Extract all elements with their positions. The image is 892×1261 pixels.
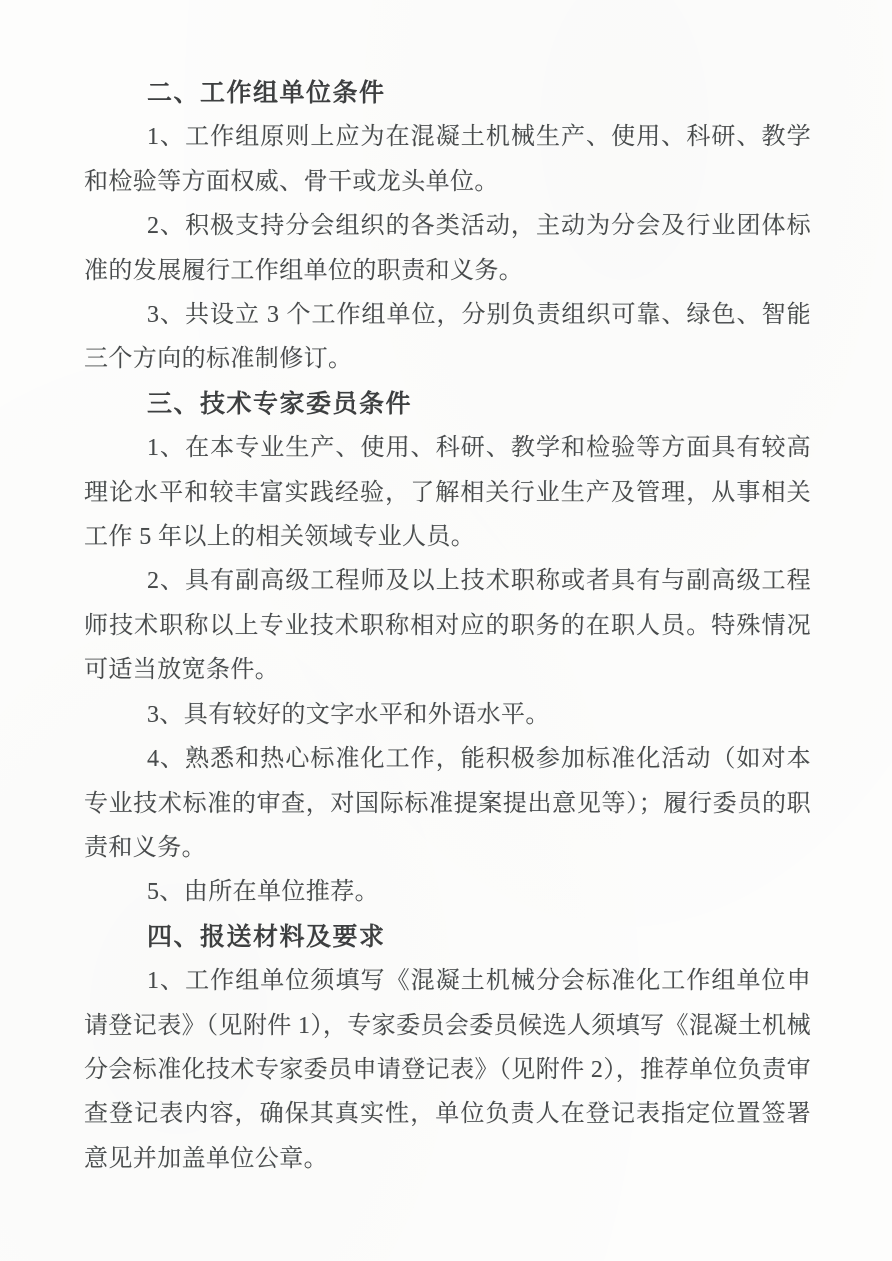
paragraph-workgroup-item-3: 3、共设立 3 个工作组单位，分别负责组织可靠、绿色、智能三个方向的标准制修订。 <box>84 302 811 373</box>
section-expert-member-conditions <box>84 382 811 915</box>
document-content <box>84 71 811 1181</box>
paragraph-expert-item-2: 2、具有副高级工程师及以上技术职称或者具有与副高级工程师技术职称以上专业技术职称相对应的职务的在职人员。特殊情况可适当放宽条件。 <box>84 568 811 684</box>
paragraph-expert-item-3: 3、具有较好的文字水平和外语水平。 <box>147 701 550 728</box>
paragraph-submission-item-1: 1、工作组单位须填写《混凝土机械分会标准化工作组单位申请登记表》（见附件 1），专家委员会委员候选人须填写《混凝土机械分会标准化技术专家委员申请登记表》（见附件 2），推荐单位负责审查登记表内容，确保其真实性，单位负责人在登记表指定位置签署意见并加盖单位公章。 <box>84 968 811 1172</box>
section-submission-materials-requirements <box>84 915 811 1181</box>
section-heading-expert-member-conditions: 三、技术专家委员条件 <box>147 389 413 418</box>
paragraph-expert-item-4: 4、熟悉和热心标准化工作，能积极参加标准化活动（如对本专业技术标准的审查，对国际标准提案提出意见等）；履行委员的职责和义务。 <box>84 746 811 861</box>
paragraph-workgroup-item-2: 2、积极支持分会组织的各类活动，主动为分会及行业团体标准的发展履行工作组单位的职责和义务。 <box>84 213 811 284</box>
paragraph-workgroup-item-1: 1、工作组原则上应为在混凝土机械生产、使用、科研、教学和检验等方面权威、骨干或龙头单位。 <box>84 124 811 195</box>
section-heading-submission-materials-requirements: 四、报送材料及要求 <box>147 922 386 951</box>
section-heading-workgroup-unit-conditions: 二、工作组单位条件 <box>147 79 386 107</box>
paragraph-expert-item-1: 1、在本专业生产、使用、科研、教学和检验等方面具有较高理论水平和较丰富实践经验，了解相关行业生产及管理，从事相关工作 5 年以上的相关领域专业人员。 <box>84 435 811 551</box>
paragraph-expert-item-5: 5、由所在单位推荐。 <box>147 879 379 906</box>
section-workgroup-unit-conditions <box>84 71 811 382</box>
